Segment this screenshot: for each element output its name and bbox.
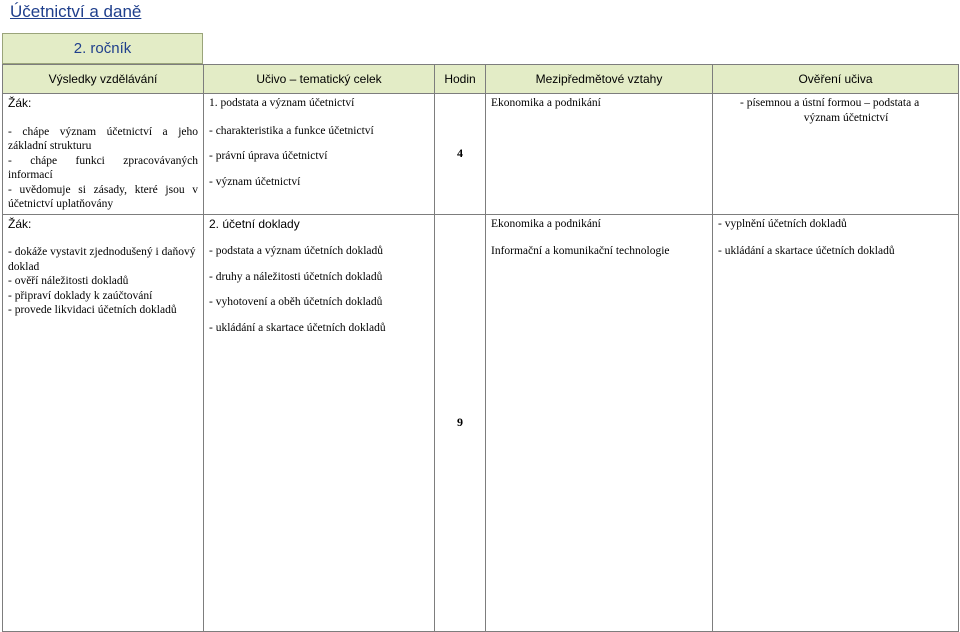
outcomes-cell: [3, 214, 204, 631]
outcome-item: - provede likvidaci účetních dokladů: [8, 304, 177, 316]
outcome-item: - ověří náležitosti dokladů: [8, 275, 129, 287]
verification-item: - vyplnění účetních dokladů: [718, 217, 847, 230]
hours-value: 9: [457, 415, 463, 429]
student-label: Žák:: [8, 216, 32, 231]
header-verification: Ověření učiva: [713, 65, 959, 94]
header-topic: Učivo – tematický celek: [204, 65, 435, 94]
verification-item: význam účetnictví: [803, 111, 889, 124]
verification-cell: [713, 94, 959, 215]
table-row: [3, 214, 959, 631]
topic-cell: [204, 94, 435, 215]
relation-item: Ekonomika a podnikání: [491, 217, 601, 230]
hours-cell: [435, 94, 486, 215]
outcome-item: - uvědomuje si zásady, které jsou v účetnictví uplatňovány: [8, 183, 198, 210]
relations-cell: [486, 214, 713, 631]
table-header-row: [3, 65, 959, 94]
topic-title: 1. podstata a význam účetnictví: [209, 97, 355, 109]
topic-item: - charakteristika a funkce účetnictví: [209, 124, 374, 137]
outcome-item: - dokáže vystavit zjednodušený i daňový doklad: [8, 246, 196, 273]
document-title: Účetnictví a daně: [10, 2, 142, 21]
relation-item: Informační a komunikační technologie: [491, 245, 670, 257]
header-relations: Mezipředmětové vztahy: [486, 65, 713, 94]
outcomes-cell: [3, 94, 204, 215]
topic-item: - druhy a náležitosti účetních dokladů: [209, 270, 383, 283]
relations-cell: [486, 94, 713, 215]
outcome-item: - chápe funkci zpracovávaných informací: [8, 154, 198, 181]
hours-value: 4: [457, 146, 463, 161]
outcome-item: - chápe význam účetnictví a jeho základní strukturu: [8, 125, 198, 152]
header-outcomes: Výsledky vzdělávání: [3, 65, 204, 94]
topic-item: - právní úprava účetnictví: [209, 150, 328, 162]
topic-item: - podstata a význam účetních dokladů: [209, 245, 384, 257]
outcome-item: - připraví doklady k zaúčtování: [8, 289, 153, 302]
grade-header: 2. ročník: [2, 33, 203, 64]
verification-cell: [713, 214, 959, 631]
student-label: Žák:: [8, 96, 32, 110]
topic-cell: [204, 214, 435, 631]
verification-item: - ukládání a skartace účetních dokladů: [718, 245, 895, 257]
verification-item: - písemnou a ústní formou – podstata a: [740, 97, 920, 109]
topic-item: - význam účetnictví: [209, 175, 301, 188]
relation-item: Ekonomika a podnikání: [491, 97, 601, 109]
table-row: [3, 94, 959, 215]
hours-cell: [435, 214, 486, 631]
topic-item: - ukládání a skartace účetních dokladů: [209, 321, 386, 334]
header-hours: Hodin: [435, 65, 486, 94]
topic-item: - vyhotovení a oběh účetních dokladů: [209, 296, 383, 308]
topic-title: 2. účetní doklady: [209, 216, 300, 231]
curriculum-table: [2, 64, 959, 632]
